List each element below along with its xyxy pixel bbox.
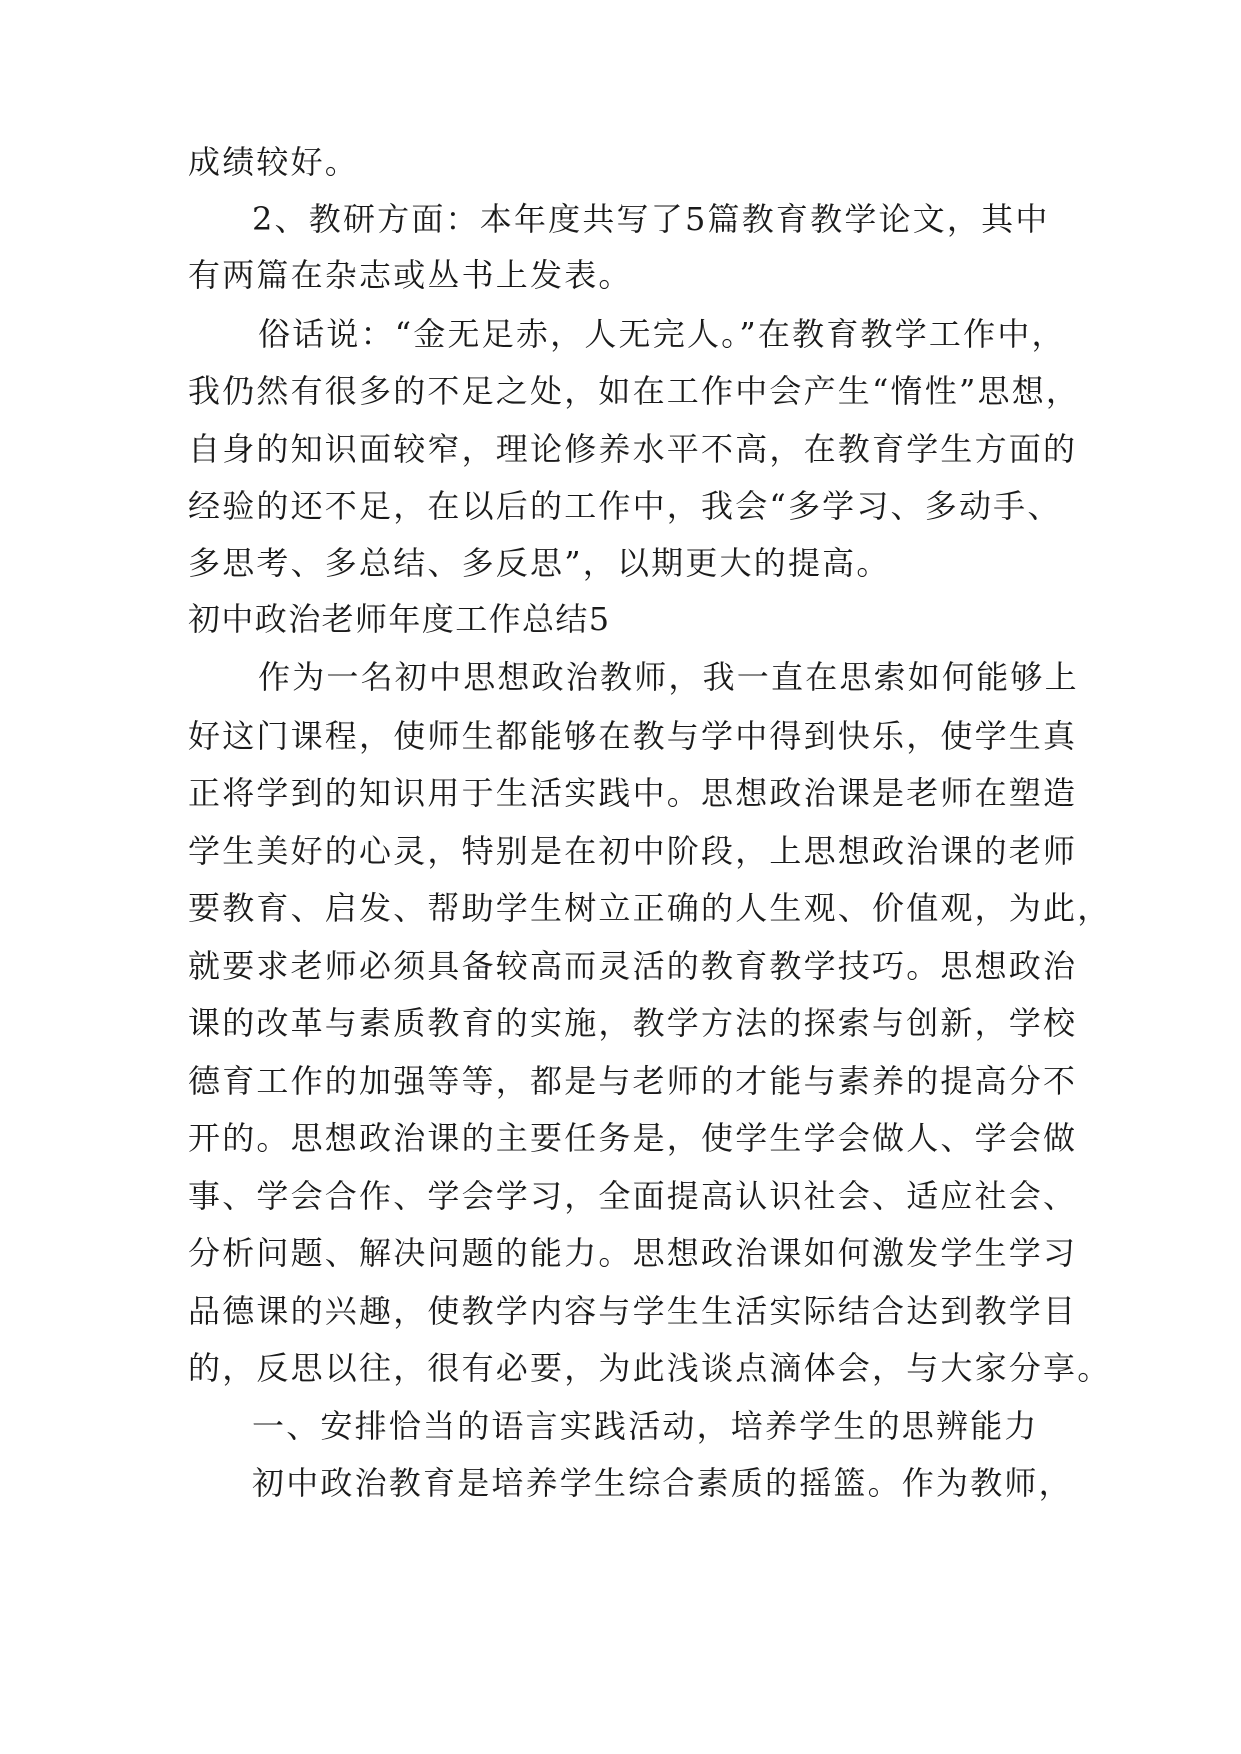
paragraph-line: 经验的还不足，在以后的工作中，我会“多学习、多动手、: [188, 487, 1062, 525]
paragraph-line: 事、学会合作、学会学习，全面提高认识社会、适应社会、: [188, 1177, 1078, 1215]
paragraph-line: 多思考、多总结、多反思”，以期更大的提高。: [188, 544, 891, 582]
paragraph-line: 品德课的兴趣，使教学内容与学生生活实际结合达到教学目: [188, 1292, 1078, 1330]
paragraph-line: 要教育、启发、帮助学生树立正确的人生观、价值观，为此，: [188, 889, 1112, 927]
paragraph-line: 学生美好的心灵，特别是在初中阶段，上思想政治课的老师: [188, 832, 1078, 870]
paragraph-line: 自身的知识面较窄，理论修养水平不高，在教育学生方面的: [188, 430, 1078, 468]
paragraph-line: 作为一名初中思想政治教师，我一直在思索如何能够上: [258, 658, 1079, 696]
paragraph-line: 俗话说：“金无足赤，人无完人。”在教育教学工作中，: [258, 315, 1066, 353]
paragraph-line: 初中政治教育是培养学生综合素质的摇篮。作为教师，: [252, 1464, 1073, 1502]
paragraph-line: 我仍然有很多的不足之处，如在工作中会产生“惰性”思想，: [188, 372, 1081, 410]
paragraph-line: 正将学到的知识用于生活实践中。思想政治课是老师在塑造: [188, 774, 1078, 812]
paragraph-line: 课的改革与素质教育的实施，教学方法的探索与创新，学校: [188, 1004, 1078, 1042]
paragraph-line: 有两篇在杂志或丛书上发表。: [188, 256, 633, 294]
subsection-heading: 一、安排恰当的语言实践活动，培养学生的思辨能力: [252, 1407, 1039, 1445]
paragraph-line: 2、教研方面：本年度共写了5篇教育教学论文，其中: [252, 200, 1050, 238]
paragraph-line: 开的。思想政治课的主要任务是，使学生学会做人、学会做: [188, 1119, 1078, 1157]
paragraph-line: 成绩较好。: [188, 143, 360, 181]
paragraph-line: 分析问题、解决问题的能力。思想政治课如何激发学生学习: [188, 1234, 1078, 1272]
paragraph-line: 就要求老师必须具备较高而灵活的教育教学技巧。思想政治: [188, 947, 1078, 985]
paragraph-line: 德育工作的加强等等，都是与老师的才能与素养的提高分不: [188, 1062, 1078, 1100]
paragraph-line: 好这门课程，使师生都能够在教与学中得到快乐，使学生真: [188, 717, 1078, 755]
paragraph-line: 的，反思以往，很有必要，为此浅谈点滴体会，与大家分享。: [188, 1349, 1112, 1387]
section-heading: 初中政治老师年度工作总结5: [188, 600, 611, 638]
